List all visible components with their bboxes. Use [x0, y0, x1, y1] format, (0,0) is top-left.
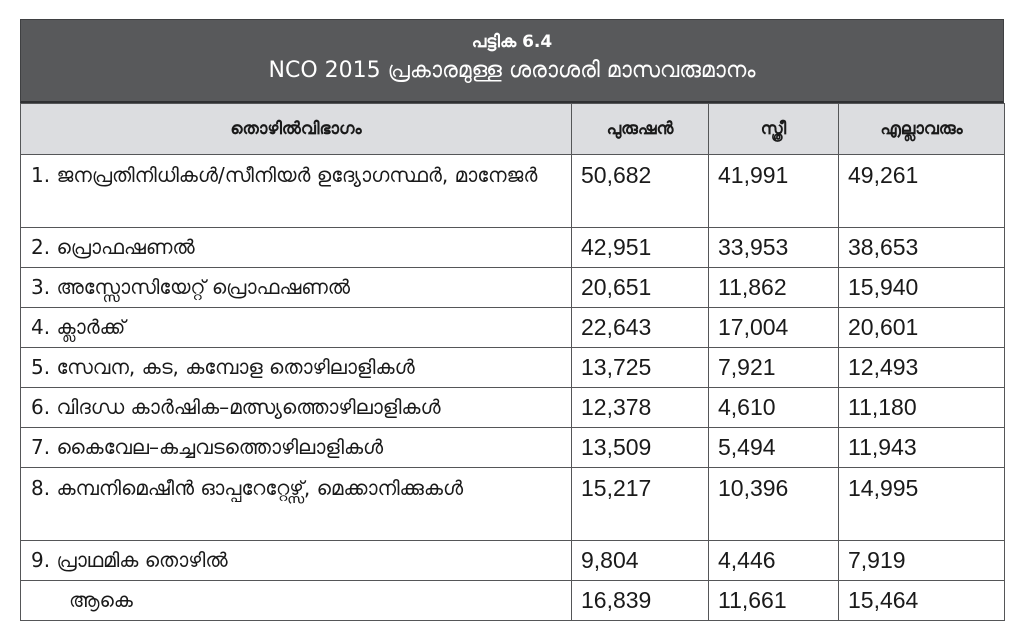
- male-cell: 12,378: [572, 388, 709, 428]
- female-cell: 11,862: [709, 268, 839, 308]
- category-cell: 5. സേവന, കട, കമ്പോള തൊഴിലാളികൾ: [21, 348, 572, 388]
- table-number: പട്ടിക 6.4: [471, 32, 553, 52]
- all-cell: 12,493: [839, 348, 1005, 388]
- table-row: [21, 541, 1005, 581]
- all-cell: 38,653: [839, 228, 1005, 268]
- male-cell: 20,651: [572, 268, 709, 308]
- male-cell: 15,217: [572, 468, 709, 541]
- all-cell: 15,940: [839, 268, 1005, 308]
- header-category: തൊഴിൽവിഭാഗം: [21, 104, 572, 155]
- female-cell: 10,396: [709, 468, 839, 541]
- header-female: സ്ത്രീ: [709, 104, 839, 155]
- header-male: പുരുഷൻ: [572, 104, 709, 155]
- male-cell: 42,951: [572, 228, 709, 268]
- all-cell: 11,180: [839, 388, 1005, 428]
- table-title-band: [20, 19, 1004, 103]
- table-row: [21, 228, 1005, 268]
- all-cell: 14,995: [839, 468, 1005, 541]
- category-cell: 6. വിദഗ്ധ കാർഷിക–മത്സ്യത്തൊഴിലാളികൾ: [21, 388, 572, 428]
- category-cell: 3. അസ്സോസിയേറ്റ് പ്രൊഫഷണൽ: [21, 268, 572, 308]
- total-female-cell: 11,661: [709, 581, 839, 621]
- total-male-cell: 16,839: [572, 581, 709, 621]
- header-all: എല്ലാവരും: [839, 104, 1005, 155]
- table-row: [21, 268, 1005, 308]
- income-table: [20, 19, 1004, 621]
- female-cell: 4,446: [709, 541, 839, 581]
- category-cell: 2. പ്രൊഫഷണൽ: [21, 228, 572, 268]
- male-cell: 9,804: [572, 541, 709, 581]
- total-all-cell: 15,464: [839, 581, 1005, 621]
- male-cell: 13,509: [572, 428, 709, 468]
- total-label: ആകെ: [21, 581, 572, 621]
- female-cell: 4,610: [709, 388, 839, 428]
- header-row: [21, 104, 1005, 155]
- data-table: [20, 103, 1005, 621]
- female-cell: 5,494: [709, 428, 839, 468]
- category-cell: 9. പ്രാഥമിക തൊഴിൽ: [21, 541, 572, 581]
- female-cell: 7,921: [709, 348, 839, 388]
- female-cell: 33,953: [709, 228, 839, 268]
- all-cell: 20,601: [839, 308, 1005, 348]
- male-cell: 22,643: [572, 308, 709, 348]
- table-row: [21, 308, 1005, 348]
- table-row: [21, 155, 1005, 228]
- female-cell: 41,991: [709, 155, 839, 228]
- all-cell: 49,261: [839, 155, 1005, 228]
- category-cell: 1. ജനപ്രതിനിധികൾ/സീനിയർ ഉദ്യോഗസ്ഥർ, മാനേജർ: [21, 155, 572, 228]
- category-cell: 4. ക്ലാർക്ക്: [21, 308, 572, 348]
- category-cell: 8. കമ്പനിമെഷീൻ ഓപ്പറേറ്റേഴ്സ്, മെക്കാനിക്കുകൾ: [21, 468, 572, 541]
- table-row: [21, 388, 1005, 428]
- female-cell: 17,004: [709, 308, 839, 348]
- table-row: [21, 428, 1005, 468]
- male-cell: 13,725: [572, 348, 709, 388]
- table-row: [21, 348, 1005, 388]
- table-row: [21, 468, 1005, 541]
- all-cell: 11,943: [839, 428, 1005, 468]
- table-title: NCO 2015 പ്രകാരമുള്ള ശരാശരി മാസവരുമാനം: [268, 58, 756, 83]
- male-cell: 50,682: [572, 155, 709, 228]
- total-row: [21, 581, 1005, 621]
- all-cell: 7,919: [839, 541, 1005, 581]
- category-cell: 7. കൈവേല–കച്ചവടത്തൊഴിലാളികൾ: [21, 428, 572, 468]
